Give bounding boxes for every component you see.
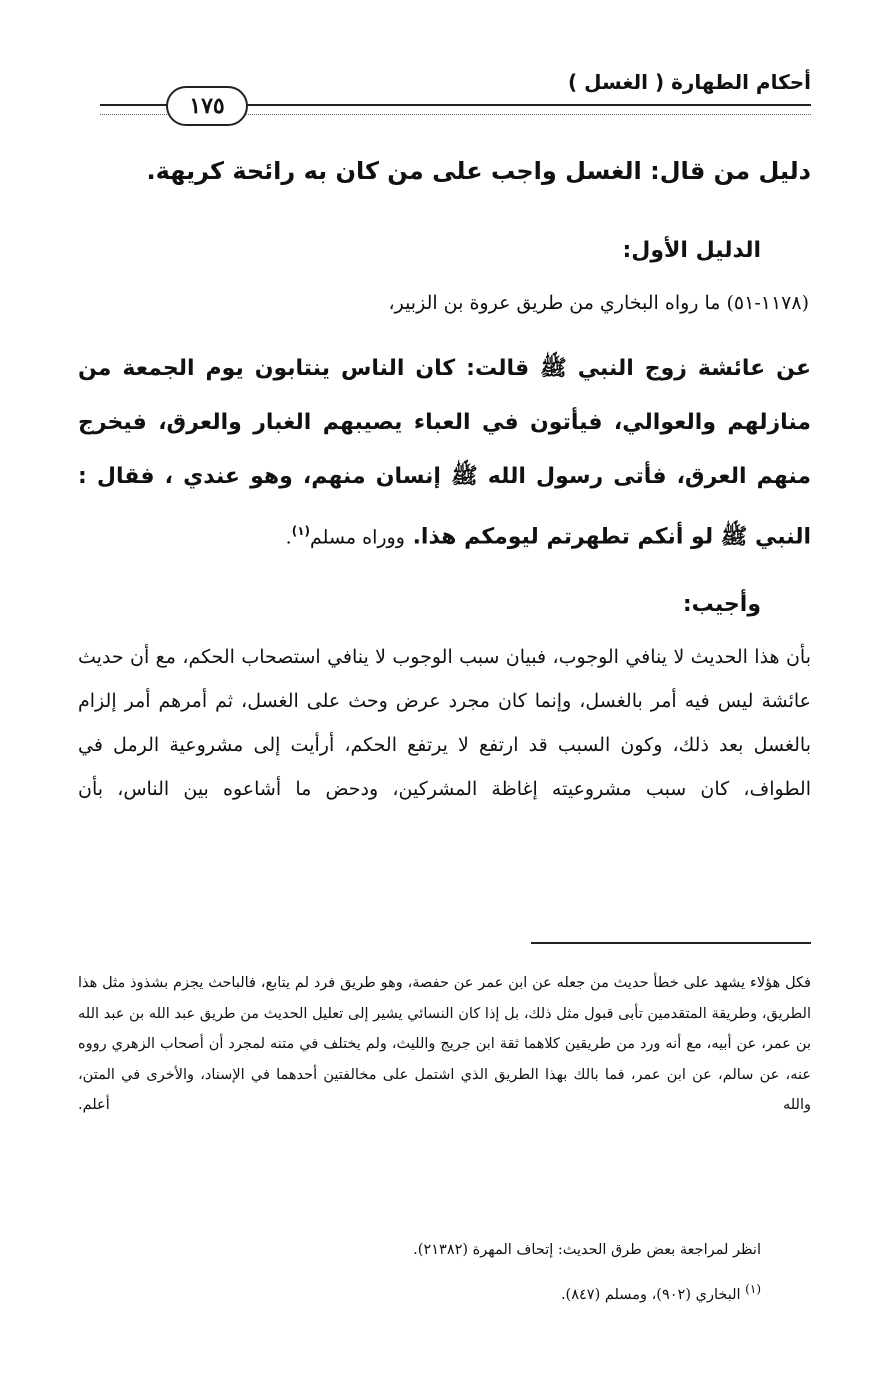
evidence-label: الدليل الأول: <box>622 238 761 263</box>
answer-paragraph: بأن هذا الحديث لا ينافي الوجوب، فبيان سبب الوجوب لا ينافي استصحاب الحكم، مع أن حديث عائشة ليس فيه أمر بالغسل، وإنما كان مجرد عرض وحث على الغسل، ثم أمرهم أمر إلزام بالغسل بعد ذلك، وكون السبب قد ارتفع لا يرتفع الحكم، أرأيت إلى مشروعية الرمل في الطواف، كان سبب مشروعيته إغاظة المشركين، ودحض ما أشاعوه بين الناس، بأن <box>78 646 811 800</box>
hadith-intro: (١١٧٨-٥١) ما رواه البخاري من طريق عروة بن الزبير، <box>388 292 809 314</box>
footnote-1-marker: (١) <box>745 1282 761 1296</box>
answer-label: وأجيب: <box>682 592 761 617</box>
hadith-source: ووراه مسلم <box>310 526 405 549</box>
footnote-ref-1: (١) <box>291 524 311 538</box>
footnote-1 <box>561 1282 761 1303</box>
section-heading: دليل من قال: الغسل واجب على من كان به رائحة كريهة. <box>146 157 811 185</box>
footnote-1-text: البخاري (٩٠٢)، ومسلم (٨٤٧). <box>560 1286 741 1303</box>
page-number: ١٧٥ <box>166 86 248 126</box>
hadith-paragraph <box>78 342 811 564</box>
footnote-continued: فكل هؤلاء يشهد على خطأ حديث من جعله عن ابن عمر عن حفصة، وهو طريق فرد لم يتابع، فالباحث يجزم بشذوذ مثل هذا الطريق، وطريقة المتقدمين تأبى قبول مثل ذلك، بل إذا كان النسائي يشير إلى تعليل الحديث من طريق عبد الله بن عبد الله بن عمر، عن أبيه، مع أنه ورد من طريقين كلاهما ثقة ابن جريج والليث، ولم يختلف في متنه لمجرد أن أصحاب الزهري رووه عنه، عن سالم، عن ابن عمر، فما بالك بهذا الطريق الذي اشتمل على مخالفتين أحدهما في الإسناد، والأخرى في المتن، والله أعلم. <box>78 975 811 1113</box>
footnote-separator <box>531 942 811 944</box>
running-title: أحكام الطهارة ( الغسل ) <box>568 70 811 94</box>
hadith-end-punct: . <box>285 526 292 549</box>
hadith-text: عن عائشة زوج النبي ﷺ قالت: كان الناس ينتابون يوم الجمعة من منازلهم والعوالي، فيأتون في العباء يصيبهم الغبار والعرق، فيخرج منهم العرق، فأتى رسول الله ﷺ إنسان منهم، وهو عندي ، فقال : النبي ﷺ لو أنكم تطهرتم ليومكم هذا. <box>78 356 811 550</box>
footnote-see-also: انظر لمراجعة بعض طرق الحديث: إتحاف المهرة (٢١٣٨٢). <box>413 1242 761 1258</box>
